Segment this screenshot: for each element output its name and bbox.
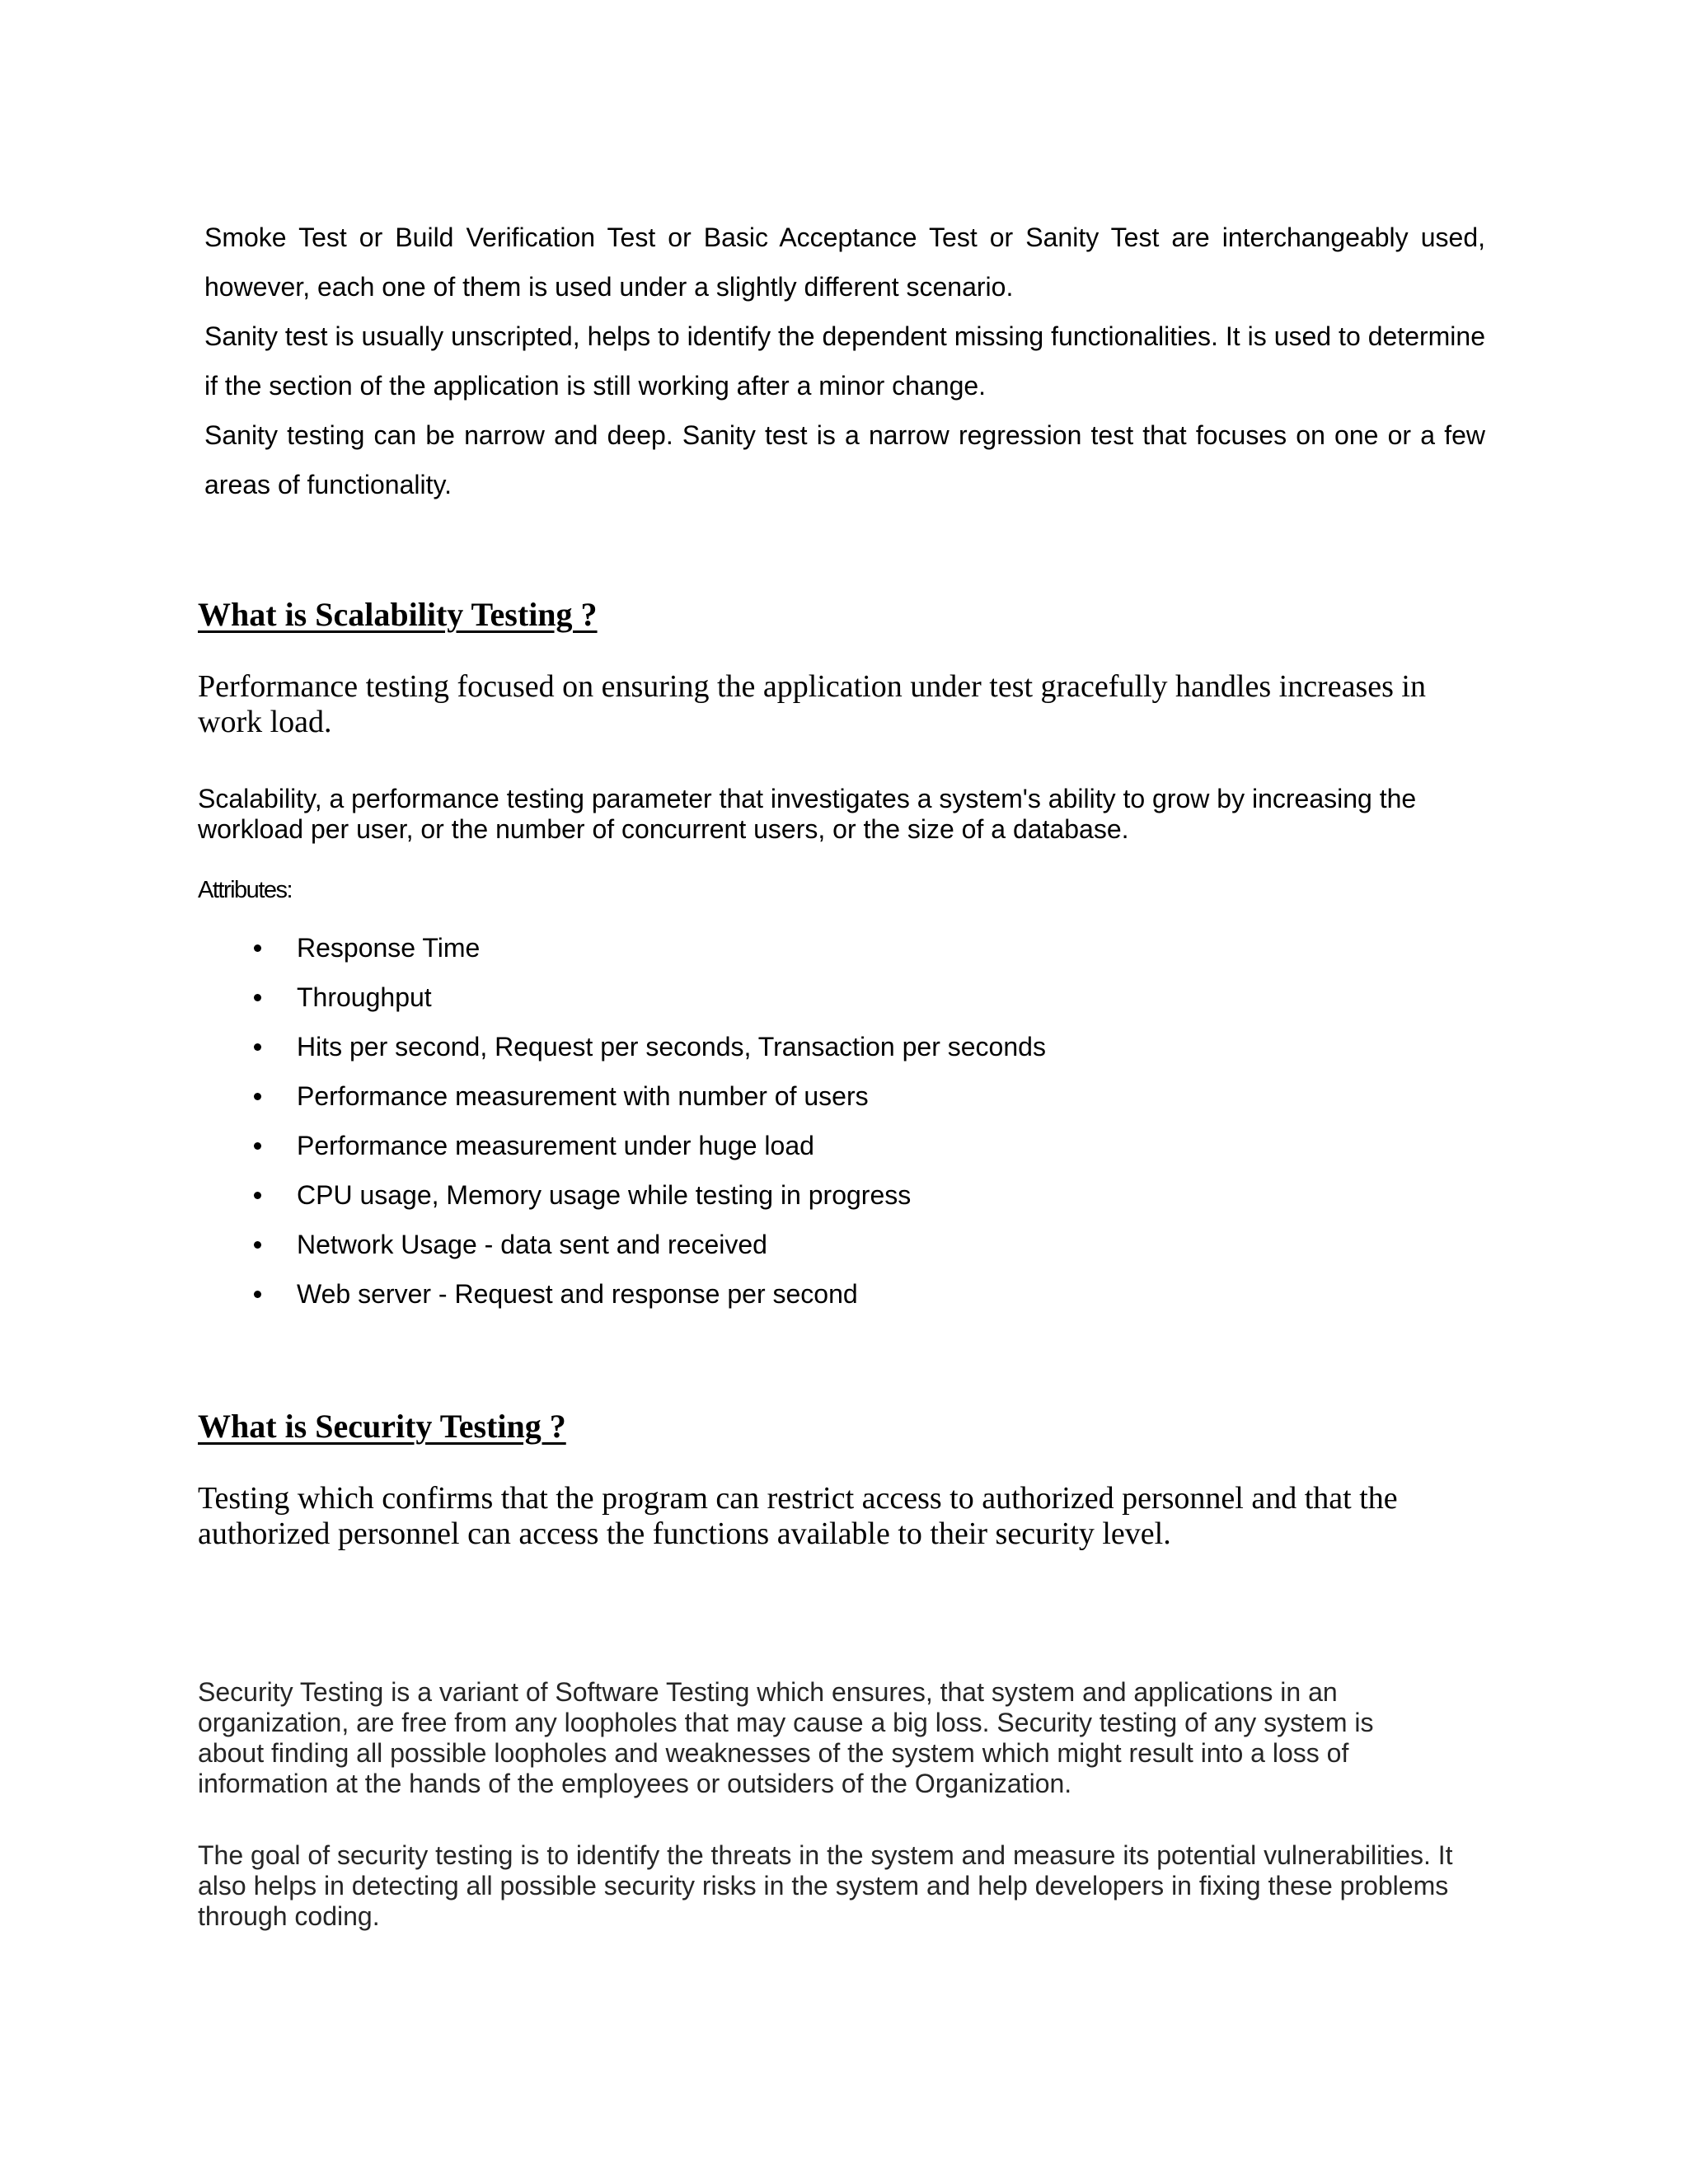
- list-item: [0, 1071, 1046, 1121]
- list-item-text: CPU usage, Memory usage while testing in progress: [297, 1180, 912, 1210]
- list-item: [0, 1022, 1046, 1071]
- list-item-text: Web server - Request and response per second: [297, 1279, 858, 1309]
- security-description-paragraph: Security Testing is a variant of Software Testing which ensures, that system and applications in an organization, are free from any loopholes that may cause a big loss. Security testing of any system is about finding all possible loopholes and weaknesses of the system which might result into a loss of information at the hands of the employees or outsiders of the Organization.: [198, 1677, 1374, 1798]
- bullet-icon: [254, 1043, 261, 1051]
- list-item-text: Performance measurement with number of users: [297, 1081, 869, 1111]
- bullet-icon: [254, 1093, 261, 1100]
- list-item-text: Network Usage - data sent and received: [297, 1230, 767, 1259]
- bullet-icon: [254, 1291, 261, 1298]
- intro-paragraph-sanity-narrow: Sanity testing can be narrow and deep. Sanity test is a narrow regression test that focuses on one or a few areas of functionality.: [204, 420, 1485, 499]
- list-item: [0, 1170, 1046, 1220]
- list-item: [0, 1220, 1046, 1269]
- bullet-icon: [254, 944, 261, 952]
- list-item: [0, 1269, 1046, 1319]
- intro-section: [204, 213, 1485, 509]
- intro-paragraph-smoke-test: Smoke Test or Build Verification Test or Basic Acceptance Test or Sanity Test are interchangeably used, however, each one of them is used under a slightly different scenario.: [204, 223, 1485, 302]
- bullet-icon: [254, 994, 261, 1001]
- list-item-text: Hits per second, Request per seconds, Transaction per seconds: [297, 1032, 1046, 1062]
- scalability-description: Scalability, a performance testing parameter that investigates a system's ability to grow by increasing the workload per user, or the number of concurrent users, or the size of a database.: [198, 784, 1417, 844]
- security-goal-paragraph: The goal of security testing is to identify the threats in the system and measure its potential vulnerabilities. It also helps in detecting all possible security risks in the system and help developers in fixing these problems through coding.: [198, 1840, 1453, 1931]
- list-item-text: Throughput: [297, 982, 432, 1012]
- bullet-icon: [254, 1142, 261, 1150]
- attributes-list: [0, 923, 1046, 1319]
- security-heading: What is Security Testing ?: [198, 1408, 566, 1445]
- list-item: [0, 972, 1046, 1022]
- bullet-icon: [254, 1241, 261, 1249]
- list-item-text: Response Time: [297, 933, 481, 963]
- bullet-icon: [254, 1192, 261, 1199]
- list-item: [0, 923, 1046, 972]
- security-definition: Testing which confirms that the program can restrict access to authorized personnel and that the authorized personnel can access the functions available to their security level.: [198, 1481, 1398, 1551]
- list-item: [0, 1121, 1046, 1170]
- scalability-definition: Performance testing focused on ensuring the application under test gracefully handles increases in work load.: [198, 669, 1426, 739]
- scalability-heading: What is Scalability Testing ?: [198, 596, 598, 633]
- list-item-text: Performance measurement under huge load: [297, 1131, 814, 1160]
- intro-paragraph-sanity-unscripted: Sanity test is usually unscripted, helps to identify the dependent missing functionalities. It is used to determine if the section of the application is still working after a minor change.: [204, 321, 1485, 401]
- attributes-label: Attributes:: [198, 877, 293, 903]
